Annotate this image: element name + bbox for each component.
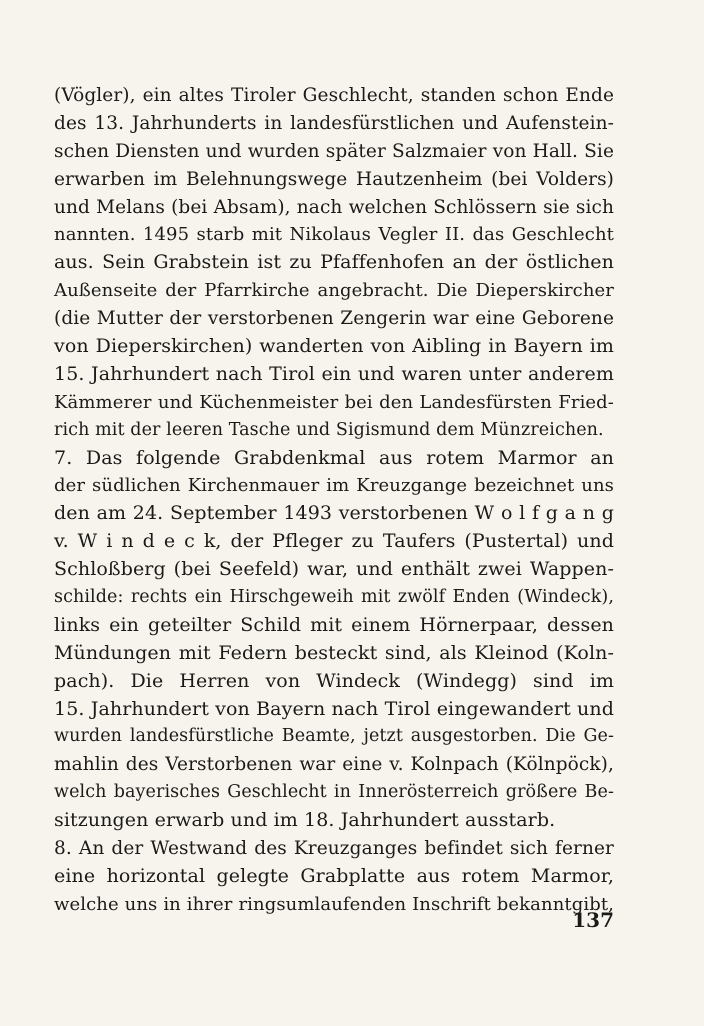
text-line: (Vögler), ein altes Tiroler Geschlecht, standen schon Ende <box>54 85 614 106</box>
text-line: welche uns in ihrer ringsumlaufenden Inschrift bekanntgibt, <box>54 893 614 915</box>
text-line: (die Mutter der verstorbenen Zengerin war eine Geborene <box>54 308 614 330</box>
text-line: eine horizontal gelegte Grabplatte aus rotem Marmor, <box>54 864 614 887</box>
text-line: nannten. 1495 starb mit Nikolaus Vegler II. das Geschlecht <box>54 224 614 246</box>
text-line: links ein geteilter Schild mit einem Hörnerpaar, dessen <box>54 613 614 636</box>
text-line: der südlichen Kirchenmauer im Kreuzgange bezeichnet uns <box>54 475 614 497</box>
text-line: v. W i n d e c k, der Pfleger zu Taufers (Pustertal) und <box>54 530 614 553</box>
text-line: und Melans (bei Absam), nach welchen Schlössern sie sich <box>54 196 614 218</box>
text-line: Außenseite der Pfarrkirche angebracht. Die Dieperskircher <box>54 280 614 302</box>
text-line: mahlin des Verstorbenen war eine v. Kolnpach (Kölnpöck), <box>54 754 614 776</box>
text-line: schen Diensten und wurden später Salzmaier von Hall. Sie <box>54 140 614 162</box>
text-line: den am 24. September 1493 verstorbenen W o l f g a n g <box>54 502 614 525</box>
text-line: wurden landesfürstliche Beamte, jetzt ausgestorben. Die Ge- <box>54 726 614 747</box>
text-line: pach). Die Herren von Windeck (Windegg) sind im <box>54 669 614 692</box>
text-line: Kämmerer und Küchenmeister bei den Landesfürsten Fried- <box>54 391 614 413</box>
text-line: 7. Das folgende Grabdenkmal aus rotem Marmor an <box>54 446 614 469</box>
page-number: 137 <box>572 908 614 932</box>
body-text <box>54 82 614 919</box>
text-line: 15. Jahrhundert von Bayern nach Tirol eingewandert und <box>54 697 614 720</box>
text-line: 8. An der Westwand des Kreuzganges befindet sich ferner <box>54 838 614 860</box>
text-line: aus. Sein Grabstein ist zu Pfaffenhofen an der östlichen <box>54 251 614 274</box>
text-line: rich mit der leeren Tasche und Sigismund dem Münzreichen. <box>54 419 604 440</box>
text-line: des 13. Jahrhunderts in landesfürstlichen und Aufenstein- <box>54 112 614 134</box>
text-line: sitzungen erwarb und im 18. Jahrhundert ausstarb. <box>54 809 556 832</box>
text-line: 15. Jahrhundert nach Tirol ein und waren unter anderem <box>54 362 614 385</box>
text-line: Mündungen mit Federn besteckt sind, als Kleinod (Koln- <box>54 641 614 664</box>
text-line: Schloßberg (bei Seefeld) war, und enthält zwei Wappen- <box>54 558 614 581</box>
text-line: erwarben im Belehnungswege Hautzenheim (bei Volders) <box>54 168 614 190</box>
text-line: von Dieperskirchen) wanderten von Aibling in Bayern im <box>54 335 614 358</box>
text-line: welch bayerisches Geschlecht in Innerösterreich größere Be- <box>54 782 614 803</box>
text-line: schilde: rechts ein Hirschgeweih mit zwölf Enden (Windeck), <box>54 587 614 608</box>
